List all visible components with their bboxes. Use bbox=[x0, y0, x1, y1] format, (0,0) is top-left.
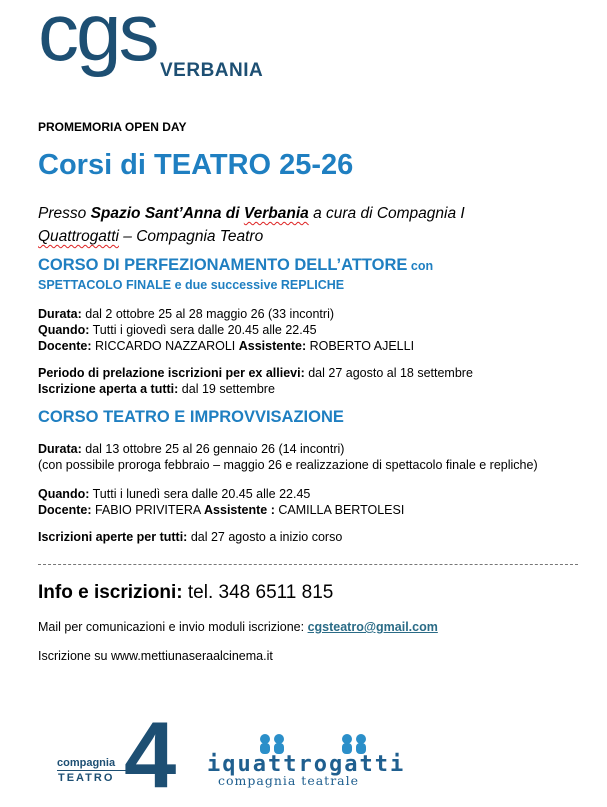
docente-label: Docente: bbox=[38, 503, 92, 517]
course1-heading-con: con bbox=[407, 259, 434, 273]
promemoria-label: PROMEMORIA OPEN DAY bbox=[38, 120, 187, 134]
durata-value: dal 13 ottobre 25 al 26 gennaio 26 (14 incontri) bbox=[81, 442, 345, 456]
durata-label: Durata: bbox=[38, 307, 82, 321]
docente-value: FABIO PRIVITERA bbox=[91, 503, 205, 517]
docente-value: RICCARDO NAZZAROLI bbox=[91, 339, 239, 353]
mail-text: Mail per comunicazioni e invio moduli iscrizione: bbox=[38, 620, 308, 634]
info-line bbox=[38, 582, 333, 604]
site-line: Iscrizione su www.mettiunaseraalcinema.it bbox=[38, 649, 273, 663]
cgs-logo: cgs bbox=[38, 0, 157, 78]
compagnia-teatro-logo-teatro: TEATRO bbox=[58, 772, 115, 784]
durata-label: Durata: bbox=[38, 442, 82, 456]
place-name: Spazio Sant’Anna di bbox=[90, 205, 244, 222]
divider bbox=[38, 564, 578, 565]
assistente-value: CAMILLA BERTOLESI bbox=[274, 503, 405, 517]
quattrogatti-logo-sub: compagnia teatrale bbox=[218, 773, 360, 788]
quattrogatti-logo-name: iquattrogatti bbox=[207, 752, 406, 777]
assistente-value: ROBERTO AJELLI bbox=[306, 339, 415, 353]
course1-enrollment bbox=[38, 365, 473, 397]
course1-subheading: SPETTACOLO FINALE e due successive REPLICHE bbox=[38, 278, 345, 292]
info-phone: tel. 348 6511 815 bbox=[182, 582, 334, 603]
location-text bbox=[38, 202, 578, 248]
iscrizioni-value: dal 27 agosto a inizio corso bbox=[187, 530, 343, 544]
info-label: Info e iscrizioni: bbox=[38, 582, 183, 603]
course2-details bbox=[38, 441, 538, 473]
course2-enrollment bbox=[38, 529, 342, 545]
quando-value: Tutti i giovedì sera dalle 20.45 alle 22.45 bbox=[89, 323, 317, 337]
compagnia-teatro-logo-text: compagnia bbox=[57, 757, 116, 769]
course1-heading-text: CORSO DI PERFEZIONAMENTO DELL’ATTORE bbox=[38, 256, 408, 274]
mail-line bbox=[38, 620, 438, 634]
course1-heading bbox=[38, 256, 433, 275]
course2-heading: CORSO TEATRO E IMPROVVISAZIONE bbox=[38, 408, 344, 426]
docente-label: Docente: bbox=[38, 339, 92, 353]
durata-value: dal 2 ottobre 25 al 28 maggio 26 (33 incontri) bbox=[81, 307, 335, 321]
page-title: Corsi di TEATRO 25-26 bbox=[38, 149, 354, 181]
iscrizione-value: dal 19 settembre bbox=[178, 382, 275, 396]
presso-suffix: – Compagnia Teatro bbox=[119, 228, 264, 245]
assistente-label: Assistente : bbox=[204, 503, 275, 517]
presso-middle: a cura di Compagnia I bbox=[308, 205, 465, 222]
course2-schedule bbox=[38, 486, 404, 518]
prelazione-value: dal 27 agosto al 18 settembre bbox=[304, 366, 473, 380]
iscrizioni-label: Iscrizioni aperte per tutti: bbox=[38, 530, 188, 544]
logo-rule bbox=[57, 770, 131, 771]
company-name: Quattrogatti bbox=[38, 228, 119, 245]
quando-label: Quando: bbox=[38, 487, 90, 501]
email-link[interactable]: cgsteatro@gmail.com bbox=[307, 620, 438, 634]
cgs-logo-city: VERBANIA bbox=[160, 60, 264, 81]
iscrizione-label: Iscrizione aperta a tutti: bbox=[38, 382, 179, 396]
proroga-note: (con possibile proroga febbraio – maggio 26 e realizzazione di spettacolo finale e repliche) bbox=[38, 458, 538, 472]
assistente-label: Assistente: bbox=[238, 339, 307, 353]
teatro-4-logo: 4 bbox=[124, 702, 177, 807]
quando-value: Tutti i lunedì sera dalle 20.45 alle 22.45 bbox=[89, 487, 311, 501]
place-city: Verbania bbox=[243, 205, 309, 222]
prelazione-label: Periodo di prelazione iscrizioni per ex allievi: bbox=[38, 366, 305, 380]
quando-label: Quando: bbox=[38, 323, 90, 337]
course1-details bbox=[38, 306, 414, 354]
presso-prefix: Presso bbox=[38, 205, 91, 222]
